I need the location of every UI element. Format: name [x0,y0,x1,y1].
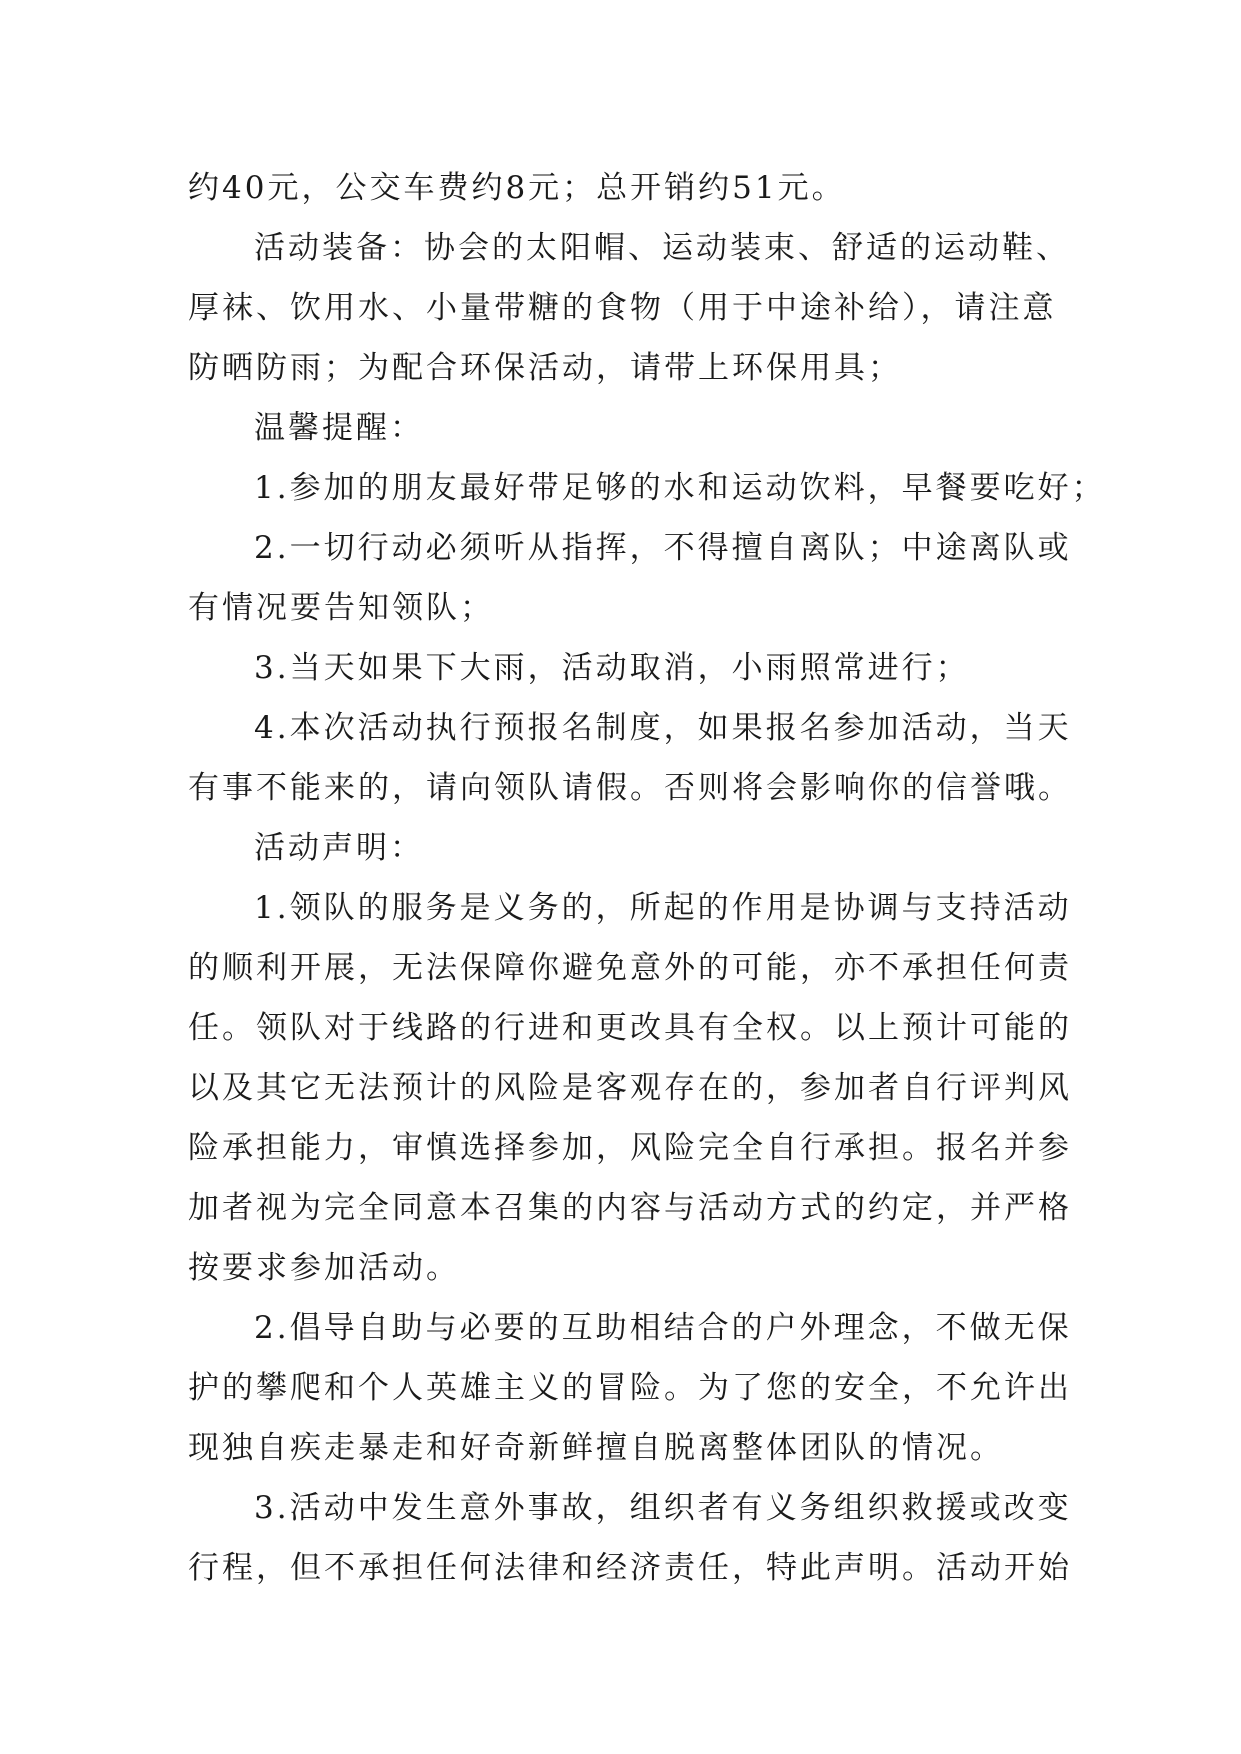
text-line: 3.当天如果下大雨，活动取消，小雨照常进行； [254,650,970,686]
text-line: 厚袜、饮用水、小量带糖的食物（用于中途补给），请注意 [188,290,1057,326]
text-line: 2.倡导自助与必要的互助相结合的户外理念，不做无保 [254,1310,1072,1346]
text-line: 活动装备：协会的太阳帽、运动装束、舒适的运动鞋、 [254,230,1070,266]
text-line: 约40元，公交车费约8元；总开销约51元。 [188,170,846,206]
text-line: 1.参加的朋友最好带足够的水和运动饮料，早餐要吃好； [254,470,1106,506]
text-line: 2.一切行动必须听从指挥，不得擅自离队；中途离队或 [254,530,1072,566]
text-line: 现独自疾走暴走和好奇新鲜擅自脱离整体团队的情况。 [188,1430,1004,1466]
text-line: 加者视为完全同意本召集的内容与活动方式的约定，并严格 [188,1190,1072,1226]
document-body [188,158,1106,1598]
text-line: 行程，但不承担任何法律和经济责任，特此声明。活动开始 [188,1550,1072,1586]
text-line: 4.本次活动执行预报名制度，如果报名参加活动，当天 [254,710,1072,746]
text-line: 险承担能力，审慎选择参加，风险完全自行承担。报名并参 [188,1130,1072,1166]
text-line: 护的攀爬和个人英雄主义的冒险。为了您的安全，不允许出 [188,1370,1072,1406]
text-line: 3.活动中发生意外事故，组织者有义务组织救援或改变 [254,1490,1072,1526]
text-line: 按要求参加活动。 [188,1250,460,1286]
text-line: 有情况要告知领队； [188,590,494,626]
section-heading: 温馨提醒： [254,410,424,446]
text-line: 的顺利开展，无法保障你避免意外的可能，亦不承担任何责 [188,950,1072,986]
text-line: 有事不能来的，请向领队请假。否则将会影响你的信誉哦。 [188,770,1072,806]
text-line: 以及其它无法预计的风险是客观存在的，参加者自行评判风 [188,1070,1072,1106]
section-heading: 活动声明： [254,830,424,866]
text-line: 任。领队对于线路的行进和更改具有全权。以上预计可能的 [188,1010,1072,1046]
text-line: 防晒防雨；为配合环保活动，请带上环保用具； [188,350,902,386]
text-line: 1.领队的服务是义务的，所起的作用是协调与支持活动 [254,890,1072,926]
